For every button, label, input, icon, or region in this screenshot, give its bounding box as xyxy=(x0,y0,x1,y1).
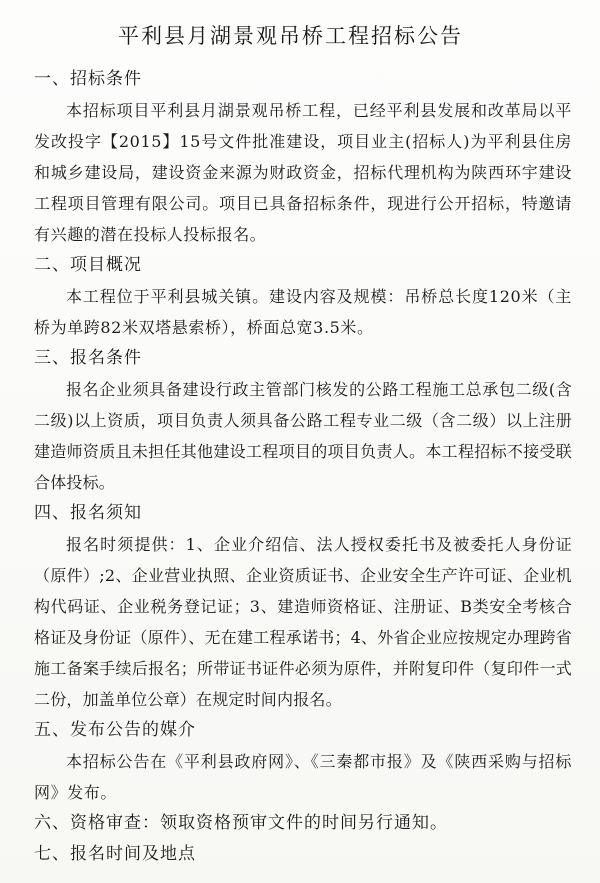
section-publication-media xyxy=(34,715,572,808)
section-qualification-review: 六、资格审查：领取资格预审文件的时间另行通知。 xyxy=(34,813,448,833)
document-title: 平利县月湖景观吊桥工程招标公告 xyxy=(118,24,463,48)
section-heading: 一、招标条件 xyxy=(34,69,142,89)
section-body: 报名时须提供：1、企业介绍信、法人授权委托书及被委托人身份证（原件）;2、企业营业执照、企业资质证书、企业安全生产许可证、企业机构代码证、企业税务登记证；3、建造师资格证、注册证、B类安全考核合格证及身份证（原件）、无在建工程承诺书；4、外省企业应按规定办理跨省施工备案手续后报名；所带证书证件必须为原件，并附复印件（复印件一式二份，加盖单位公章）在规定时间内报名。 xyxy=(34,535,572,709)
section-heading: 三、报名条件 xyxy=(34,348,142,368)
section-body: 报名企业须具备建设行政主管部门核发的公路工程施工总承包二级(含二级)以上资质，项目负责人须具备公路工程专业二级（含二级）以上注册建造师资质且未担任其他建设工程项目的项目负责人。本工程招标不接受联合体投标。 xyxy=(34,380,572,492)
section-registration-time-place: 七、报名时间及地点 xyxy=(34,844,196,864)
section-registration-conditions xyxy=(34,343,572,498)
section-heading: 五、发布公告的媒介 xyxy=(34,720,196,740)
section-registration-notice xyxy=(34,498,572,715)
section-body: 本招标公告在《平利县政府网》、《三秦都市报》及《陕西采购与招标网》发布。 xyxy=(34,752,572,802)
section-body: 本招标项目平利县月湖景观吊桥工程，已经平利县发展和改革局以平发改投字【2015】15号文件批准建设，项目业主(招标人)为平利县住房和城乡建设局，建设资金来源为财政资金，招标代理机构为陕西环宇建设工程项目管理有限公司。项目已具备招标条件，现进行公开招标，特邀请有兴趣的潜在投标人投标报名。 xyxy=(34,101,572,244)
section-heading: 二、项目概况 xyxy=(34,255,142,275)
section-tender-conditions xyxy=(34,64,572,250)
section-heading: 四、报名须知 xyxy=(34,503,142,523)
section-project-overview xyxy=(34,250,572,343)
section-body: 本工程位于平利县城关镇。建设内容及规模：吊桥总长度120米（主桥为单跨82米双塔悬索桥），桥面总宽3.5米。 xyxy=(34,287,572,337)
